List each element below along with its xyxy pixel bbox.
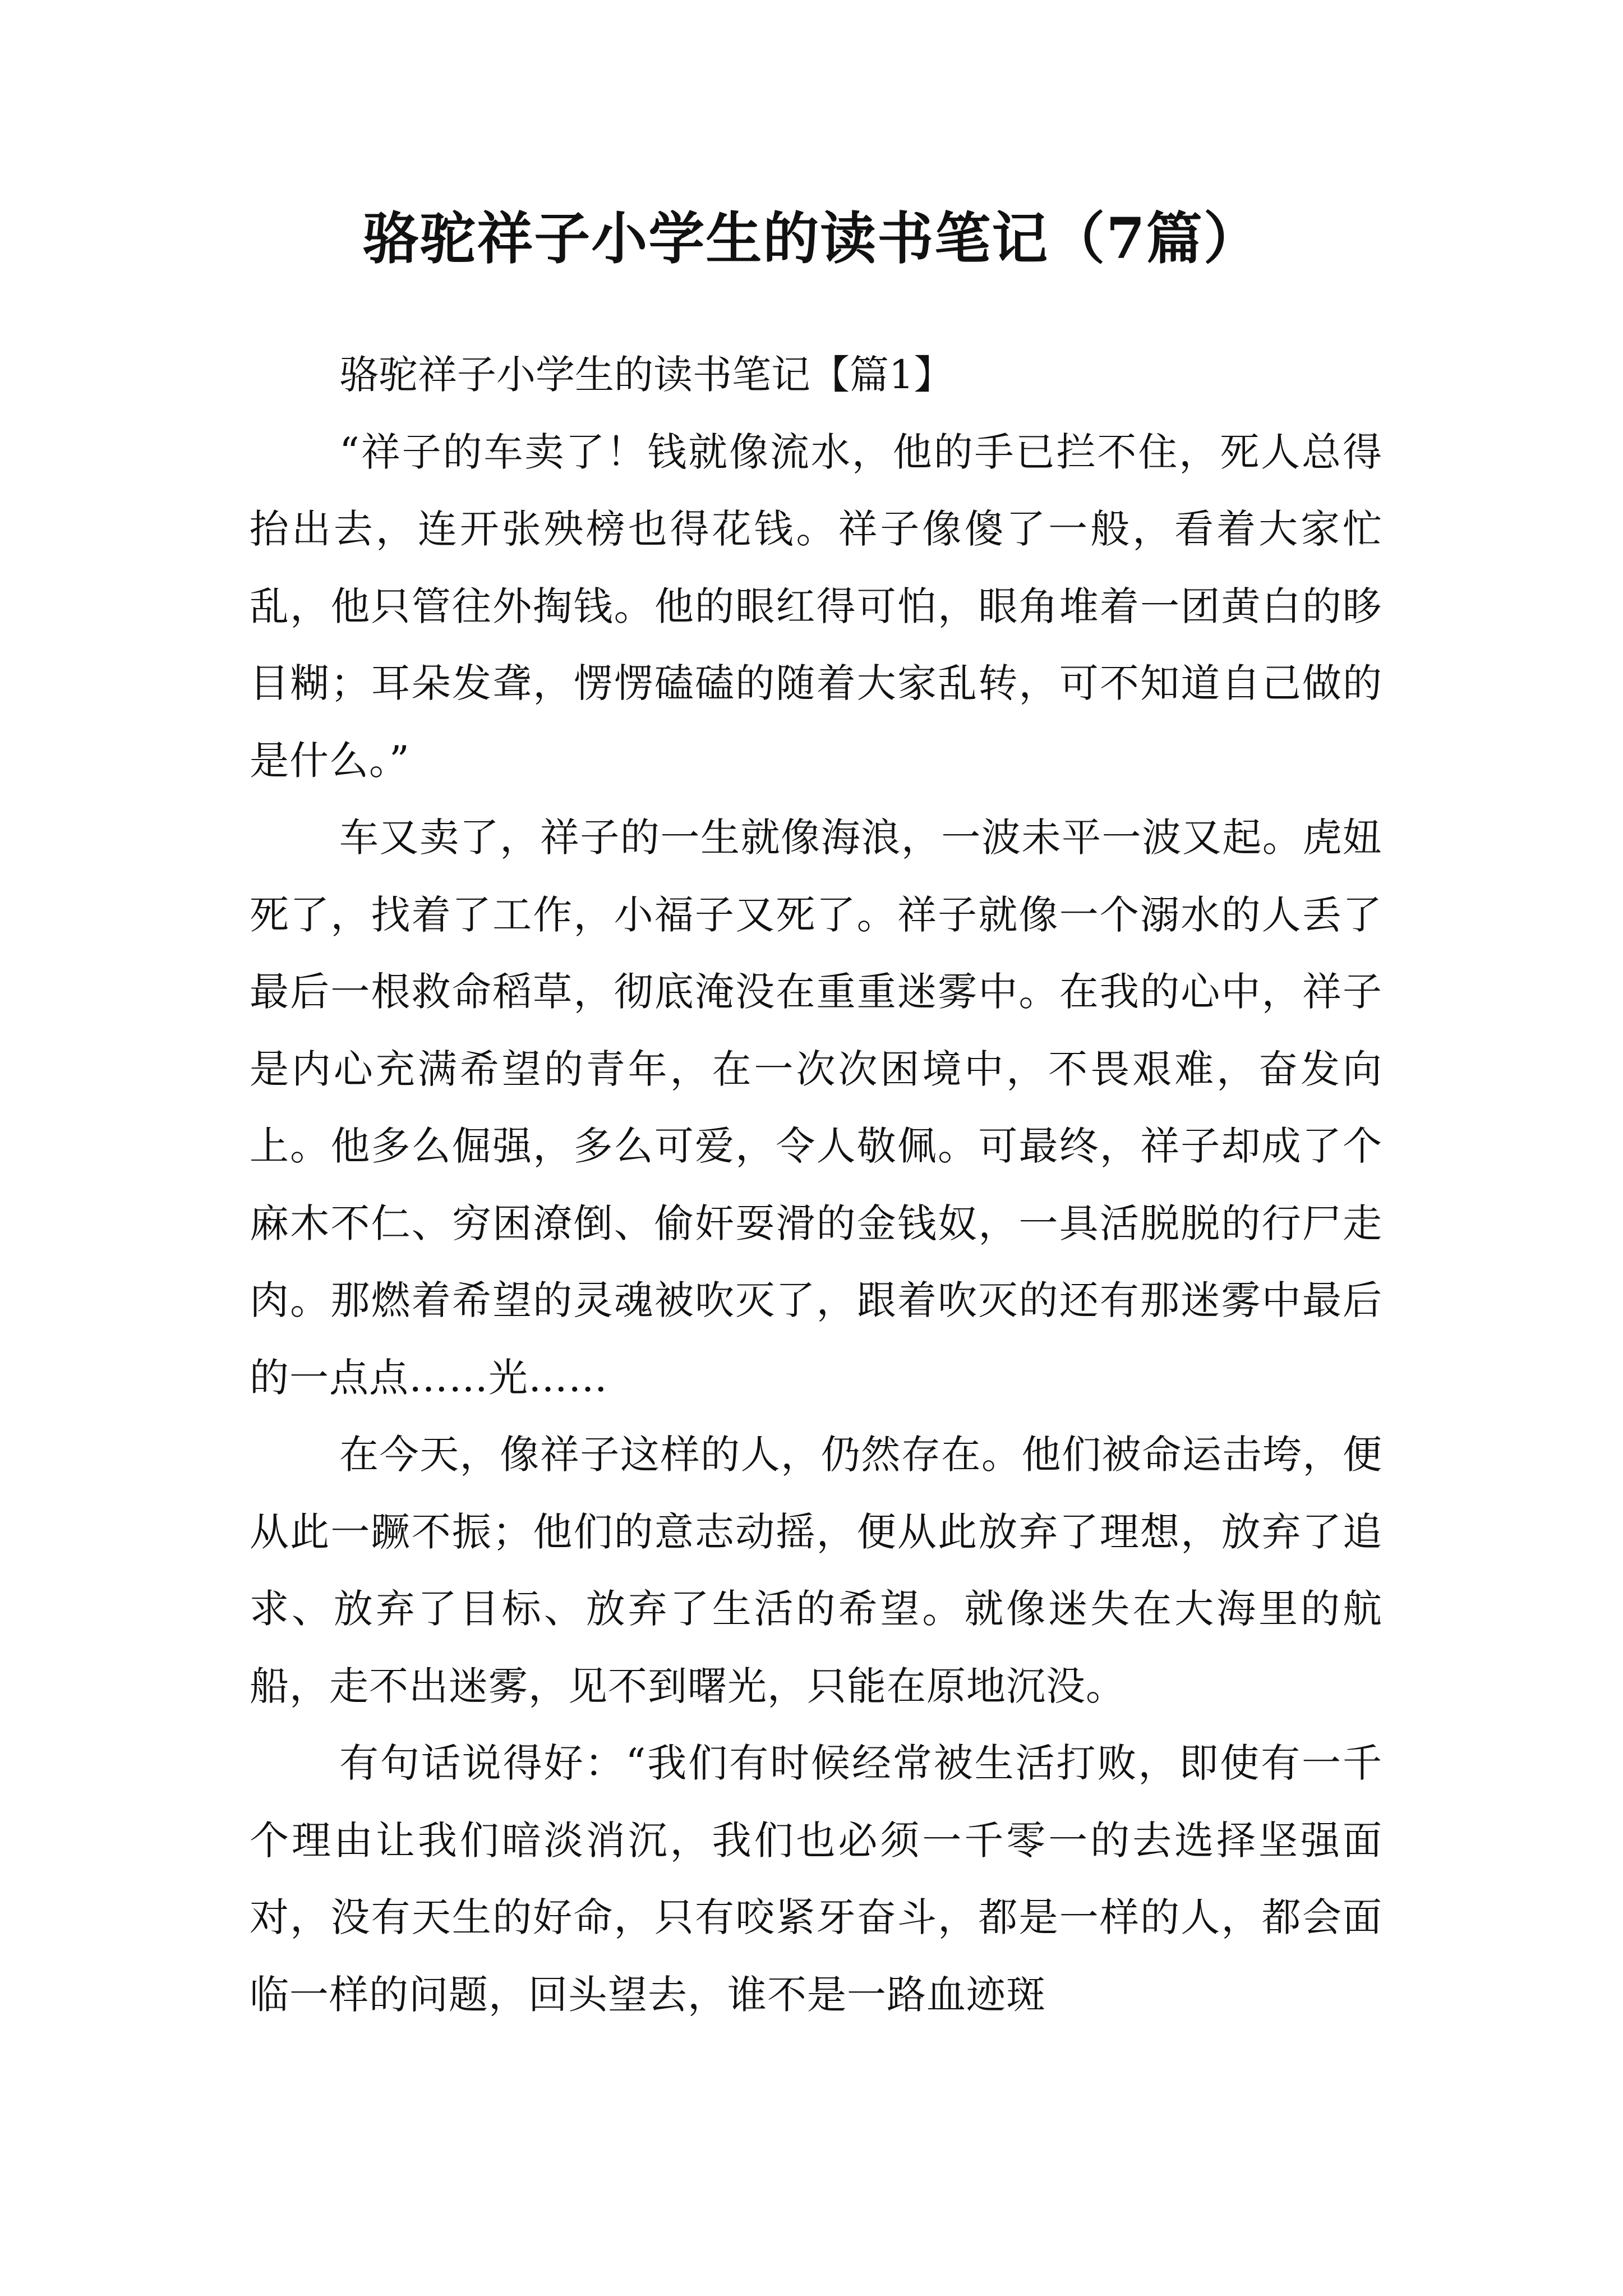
paragraph: 车又卖了，祥子的一生就像海浪，一波未平一波又起。虎妞死了，找着了工作，小福子又死了。祥子就像一个溺水的人丢了最后一根救命稻草，彻底淹没在重重迷雾中。在我的心中，祥子是内心充满希望的青年，在一次次困境中，不畏艰难，奋发向上。他多么倔强，多么可爱，令人敬佩。可最终，祥子却成了个麻木不仁、穷困潦倒、偷奸耍滑的金钱奴，一具活脱脱的行尸走肉。那燃着希望的灵魂被吹灭了，跟着吹灭的还有那迷雾中最后的一点点……光…… [250,815,1382,1401]
section-heading: 骆驼祥子小学生的读书笔记【篇1】 [339,352,953,398]
paragraph: 在今天，像祥子这样的人，仍然存在。他们被命运击垮，便从此一蹶不振；他们的意志动摇，便从此放弃了理想，放弃了追求、放弃了目标、放弃了生活的希望。就像迷失在大海里的航船，走不出迷雾，见不到曙光，只能在原地沉没。 [250,1432,1382,1709]
paragraph: 有句话说得好：“我们有时候经常被生活打败，即使有一千个理由让我们暗淡消沉，我们也必须一千零一的去选择坚强面对，没有天生的好命，只有咬紧牙奋斗，都是一样的人，都会面临一样的问题，回头望去，谁不是一路血迹斑 [250,1740,1382,2018]
document-body [250,337,1382,2033]
document-title: 骆驼祥子小学生的读书笔记（7篇） [362,205,1261,272]
paragraph-quote: “祥子的车卖了！钱就像流水，他的手已拦不住，死人总得抬出去，连开张殃榜也得花钱。祥子像傻了一般，看着大家忙乱，他只管往外掏钱。他的眼红得可怕，眼角堆着一团黄白的眵目糊；耳朵发聋，愣愣磕磕的随着大家乱转，可不知道自己做的是什么。” [250,429,1382,784]
